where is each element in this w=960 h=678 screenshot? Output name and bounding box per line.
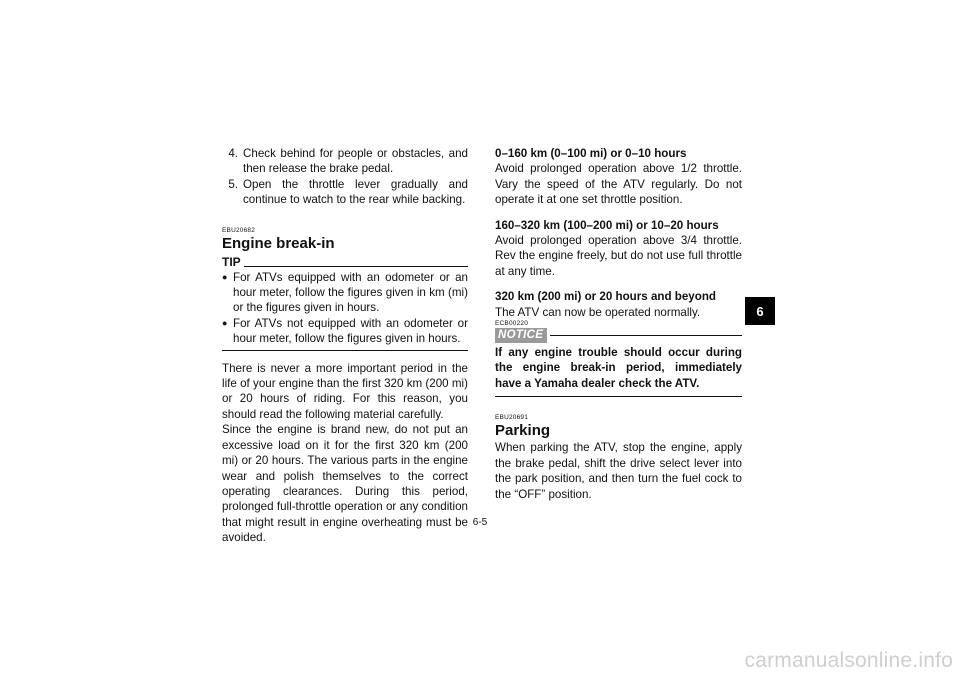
step-item: [222, 146, 468, 177]
backing-steps: [222, 146, 468, 208]
tip-list: [222, 270, 468, 347]
stage-text: The ATV can now be operated normally.: [495, 305, 701, 319]
stage-heading: 320 km (200 mi) or 20 hours and beyond: [495, 290, 716, 304]
step-text: Open the throttle lever gradually and continue to watch to the rear while backing.: [243, 177, 468, 207]
tip-end-rule: [222, 350, 468, 351]
stage-heading: 160–320 km (100–200 mi) or 10–20 hours: [495, 218, 719, 232]
tip-item: [222, 270, 468, 316]
tip-item: [222, 316, 468, 347]
tip-label: TIP: [222, 254, 241, 269]
step-number: 4.: [228, 147, 238, 160]
notice-rule: [550, 335, 742, 336]
stage-text: Avoid prolonged operation above 3/4 throttle. Rev the engine freely, but do not use full throttle at any time.: [495, 234, 742, 278]
page-number: 6-5: [472, 517, 488, 528]
break-in-paragraph: There is never a more important period in the life of your engine than the first 320 km (200 mi) or 20 hours of riding. For this reason, you should read the following material carefully.: [222, 361, 468, 421]
step-text: Check behind for people or obstacles, and then release the brake pedal.: [243, 147, 468, 176]
right-column: [495, 146, 742, 502]
notice-header: [495, 328, 742, 343]
break-in-paragraph: Since the engine is brand new, do not put an excessive load on it for the first 320 km (200 mi) or 20 hours. The various parts in the engine wear and polish themselves to the correct operating clearances. During this period, prolonged full-throttle operation or any condition that might result in engine overheating must be avoided.: [222, 423, 468, 545]
section-code: EBU20691: [495, 414, 529, 422]
section-title-engine-break-in: Engine break-in: [222, 234, 335, 252]
stage-heading: 0–160 km (0–100 mi) or 0–10 hours: [495, 147, 687, 160]
watermark: carmanualsonline.info: [744, 649, 953, 672]
section-title-parking: Parking: [495, 422, 551, 440]
bullet-icon: ●: [222, 317, 228, 328]
left-column: [222, 146, 468, 546]
tip-rule: [244, 266, 468, 267]
parking-text: When parking the ATV, stop the engine, apply the brake pedal, shift the drive select lever into the park position, and then turn the fuel cock to the “OFF” position.: [495, 441, 742, 501]
notice-code: ECB00220: [495, 320, 529, 328]
section-code: EBU20682: [222, 226, 256, 234]
step-number: 5.: [228, 177, 238, 191]
tip-header: [222, 255, 468, 269]
tip-text: For ATVs not equipped with an odometer or hour meter, follow the figures given in hours.: [233, 316, 468, 346]
notice-badge: NOTICE: [495, 328, 547, 343]
notice-text: If any engine trouble should occur during the engine break-in period, immediately have a Yamaha dealer check the ATV.: [495, 346, 742, 390]
chapter-tab: 6: [745, 297, 775, 325]
stage-text: Avoid prolonged operation above 1/2 throttle. Vary the speed of the ATV regularly. Do not operate it at one set throttle position.: [495, 162, 742, 207]
tip-text: For ATVs equipped with an odometer or an hour meter, follow the figures given in km (mi) or the figures given in hours.: [233, 270, 468, 315]
step-item: [222, 177, 468, 208]
bullet-icon: ●: [222, 271, 228, 282]
notice-end-rule: [495, 396, 742, 397]
